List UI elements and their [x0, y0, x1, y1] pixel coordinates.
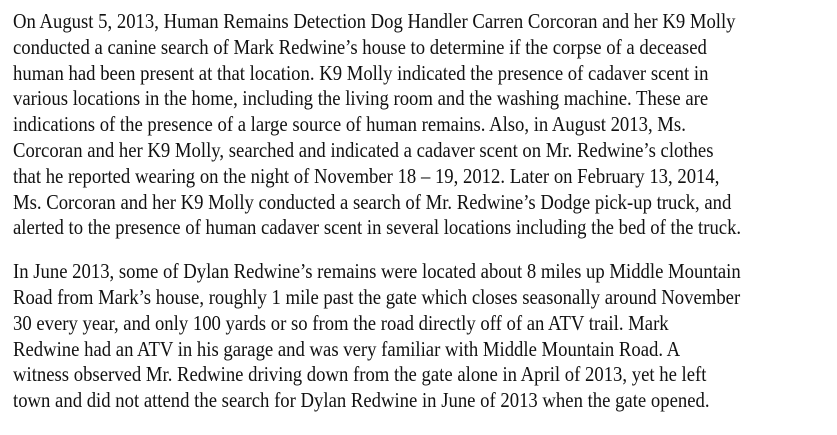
- text-line: various locations in the home, including the living room and the washing machine. These are: [13, 86, 709, 111]
- text-line: Redwine had an ATV in his garage and was very familiar with Middle Mountain Road. A: [13, 336, 681, 361]
- text-line: On August 5, 2013, Human Remains Detection Dog Handler Carren Corcoran and her K9 Molly: [13, 9, 736, 33]
- paragraph-remains-located: [13, 259, 831, 414]
- text-line: human had been present at that location. K9 Molly indicated the presence of cadaver scent in: [13, 60, 709, 85]
- text-line: alerted to the presence of human cadaver scent in several locations including the bed of the truck.: [13, 215, 742, 240]
- text-line: conducted a canine search of Mark Redwine’s house to determine if the corpse of a deceased: [13, 34, 707, 59]
- document-body: [13, 9, 831, 432]
- text-line: Corcoran and her K9 Molly, searched and indicated a cadaver scent on Mr. Redwine’s clothes: [13, 137, 714, 162]
- paragraph-k9-search: [13, 9, 831, 241]
- text-line: that he reported wearing on the night of November 18 – 19, 2012. Later on February 13, 2014,: [13, 163, 720, 188]
- text-line: In June 2013, some of Dylan Redwine’s remains were located about 8 miles up Middle Mountain: [13, 259, 741, 284]
- text-line: 30 every year, and only 100 yards or so from the road directly off of an ATV trail. Mark: [13, 310, 669, 335]
- text-line: town and did not attend the search for Dylan Redwine in June of 2013 when the gate opened.: [13, 388, 710, 413]
- text-line: Road from Mark’s house, roughly 1 mile past the gate which closes seasonally around November: [13, 284, 741, 309]
- text-line: indications of the presence of a large source of human remains. Also, in August 2013, Ms.: [13, 112, 686, 137]
- text-line: witness observed Mr. Redwine driving down from the gate alone in April of 2013, yet he left: [13, 362, 707, 387]
- text-line: Ms. Corcoran and her K9 Molly conducted a search of Mr. Redwine’s Dodge pick-up truck, and: [13, 189, 732, 214]
